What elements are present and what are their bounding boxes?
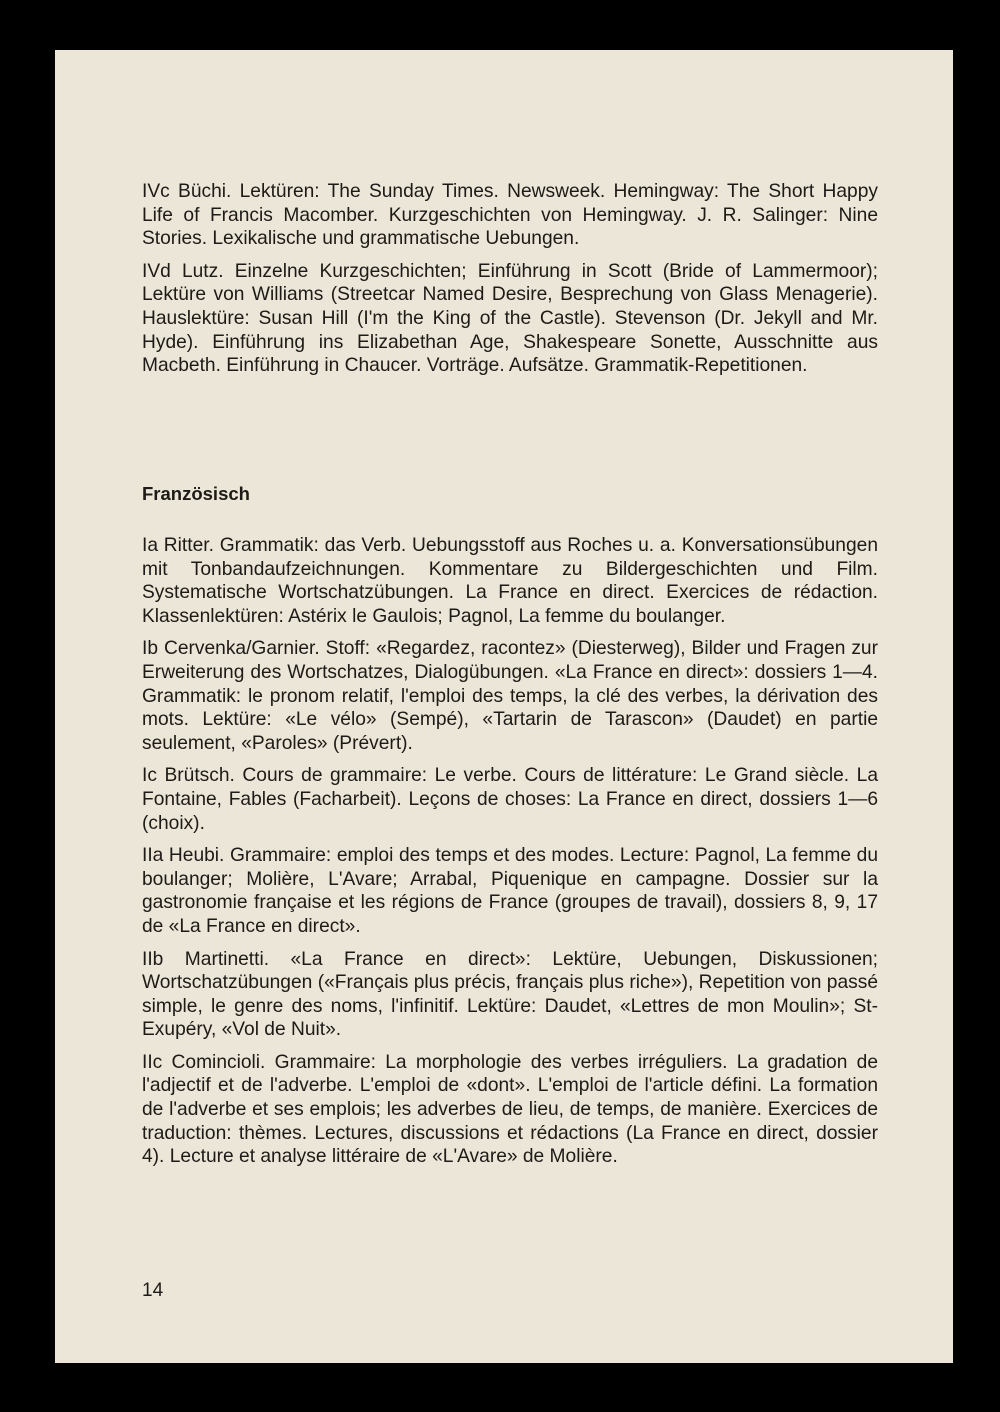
english-section [142, 180, 878, 387]
paragraph-ia: Ia Ritter. Grammatik: das Verb. Uebungsstoff aus Roches u. a. Konversationsübungen mit Tonbandaufzeichnungen. Kommentare zu Bildergeschichten und Film. Systematische Wortschatzübungen. La France en direct. Exercices de rédaction. Klassenlektüren: Astérix le Gaulois; Pagnol, La femme du boulanger. [142, 535, 878, 627]
paragraph-ivd: IVd Lutz. Einzelne Kurzgeschichten; Einführung in Scott (Bride of Lammermoor); Lektüre von Williams (Streetcar Named Desire, Besprechung von Glass Menagerie). Hauslektüre: Susan Hill (I'm the King of the Castle). Stevenson (Dr. Jekyll and Mr. Hyde). Einführung ins Elizabethan Age, Shakespeare Sonette, Ausschnitte aus Macbeth. Einführung in Chaucer. Vorträge. Aufsätze. Grammatik-Repetitionen. [142, 260, 878, 377]
paragraph-ic: Ic Brütsch. Cours de grammaire: Le verbe. Cours de littérature: Le Grand siècle. La Fontaine, Fables (Facharbeit). Leçons de choses: La France en direct, dossiers 1—6 (choix). [142, 765, 878, 834]
french-heading-block [142, 482, 878, 506]
paragraph-iia: IIa Heubi. Grammaire: emploi des temps et des modes. Lecture: Pagnol, La femme du boulanger; Molière, L'Avare; Arrabal, Piquenique en campagne. Dossier sur la gastronomie française et les régions de France (groupes de travail), dossiers 8, 9, 17 de «La France en direct». [142, 845, 878, 937]
section-heading-franzoesisch: Französisch [142, 483, 250, 504]
paragraph-iib: IIb Martinetti. «La France en direct»: Lektüre, Uebungen, Diskussionen; Wortschatzübungen («Français plus précis, français plus riche»), Repetition von passé simple, le genre des noms, l'infinitif. Lektüre: Daudet, «Lettres de mon Moulin»; St-Exupéry, «Vol de Nuit». [142, 948, 878, 1041]
page-sheet [55, 50, 953, 1363]
french-section [142, 534, 878, 1178]
paragraph-iic: IIc Comincioli. Grammaire: La morphologie des verbes irréguliers. La gradation de l'adjectif et de l'adverbe. L'emploi de «dont». L'emploi de l'article défini. La formation de l'adverbe et ses emplois; les adverbes de lieu, de temps, de manière. Exercices de traduction: thèmes. Lectures, discussions et rédactions (La France en direct, dossier 4). Lecture et analyse littéraire de «L'Avare» de Molière. [142, 1051, 878, 1168]
page-number: 14 [142, 1280, 164, 1301]
paragraph-ib: Ib Cervenka/Garnier. Stoff: «Regardez, racontez» (Diesterweg), Bilder und Fragen zur Erweiterung des Wortschatzes, Dialogübungen. «La France en direct»: dossiers 1—4. Grammatik: le pronom relatif, l'emploi des temps, la clé des verbes, la dérivation des mots. Lektüre: «Le vélo» (Sempé), «Tartarin de Tarascon» (Daudet) en partie seulement, «Paroles» (Prévert). [142, 638, 878, 754]
paragraph-ivc: IVc Büchi. Lektüren: The Sunday Times. Newsweek. Hemingway: The Short Happy Life of Francis Macomber. Kurzgeschichten von Hemingway. J. R. Salinger: Nine Stories. Lexikalische und grammatische Uebungen. [142, 181, 878, 250]
